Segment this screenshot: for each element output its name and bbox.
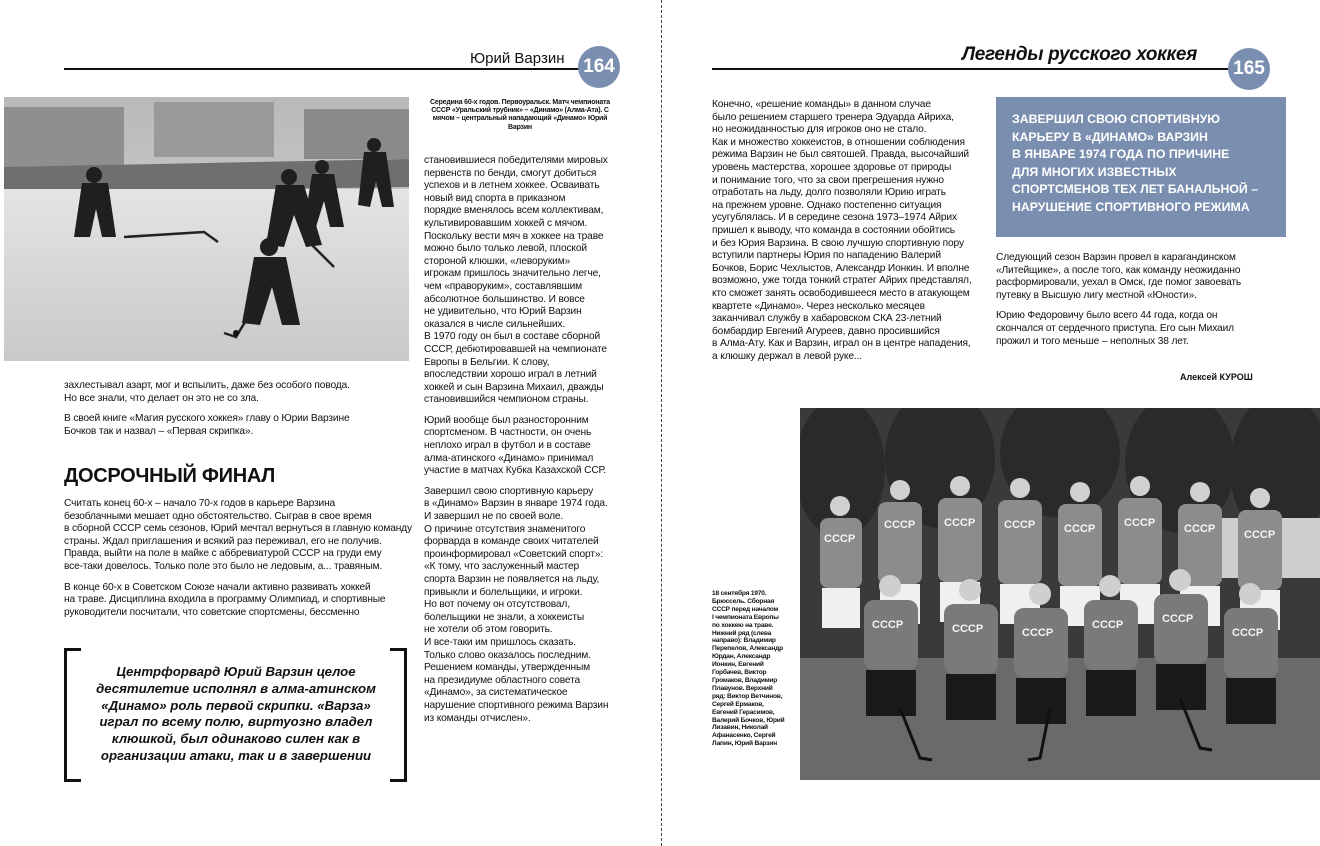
section-heading: ДОСРОЧНЫЙ ФИНАЛ	[64, 465, 275, 487]
page-number-badge-165: 165	[1228, 48, 1270, 90]
callout-text: ЗАВЕРШИЛ СВОЮ СПОРТИВНУЮ КАРЬЕРУ В «ДИНАМО» ВАРЗИН В ЯНВАРЕ 1974 ГОДА ПО ПРИЧИНЕ ДЛЯ МНОГИХ ИЗВЕСТНЫХ СПОРТСМЕНОВ ТЕХ ЛЕТ БАНАЛЬНОЙ – НАРУШЕНИЕ СПОРТИВНОГО РЕЖИМА	[1012, 112, 1258, 214]
jersey-lettering: СССР	[1092, 619, 1124, 631]
jersey-lettering: СССР	[1244, 529, 1276, 541]
callout-box	[996, 97, 1286, 237]
paragraph: захлестывал азарт, мог и вспылить, даже без особого повода. Но все знали, что делает он это не со зла.	[64, 380, 350, 404]
jersey-lettering: СССР	[1004, 519, 1036, 531]
right-header-rule	[712, 68, 1232, 70]
paragraph: Завершил свою спортивную карьеру в «Динамо» Варзин в январе 1974 года. И завершил не по своей воле. О причине отсутствия знаменитого форварда в команде своих читателей проинформировал «Советский спорт»: «К тому, что заслуженный мастер спорта Варзин не появляется на льду, привыкли и болельщики, и игроки. Но вот почему он отсутствовал, болельщики не знали, а хоккеисты не хотели об этом говорить. И все-таки им пришлось сказать. Только слово оказалось последним. Решением команды, утвержденным на президиуме областного совета «Динамо», за систематическое нарушение спортивного режима Варзин из команды отчислен».	[424, 485, 609, 724]
jersey-lettering: СССР	[824, 533, 856, 545]
paragraph: В своей книге «Магия русского хоккея» главу о Юрии Варзине Бочков так и назвал – «Первая скрипка».	[64, 413, 350, 437]
paragraph: становившиеся победителями мировых первенств по бенди, смогут добиться успехов и в летнем хоккее. Осваивать новый вид спорта в приказном порядке вменялось всем коллективам, культивировавшим хоккей с мячом. Поскольку вести мяч в хоккее на траве можно было только левой, плоской стороной клюшки, «леворуким» игрокам пришлось значительно легче, чем «праворуким», составлявшим абсолютное большинство. И вовсе не удивительно, что Юрий Варзин оказался в числе сильнейших. В 1970 году он был в составе сборной СССР, дебютировавшей на чемпионате Европы в Бельгии. К слову, впоследствии хорошо играл в летний хоккей и сын Варзина Михаил, дважды становившийся чемпионом страны.	[424, 155, 608, 406]
spread-fold-divider	[661, 0, 662, 846]
jersey-lettering: СССР	[1184, 523, 1216, 535]
left-column-1-top	[64, 380, 404, 446]
bandy-match-photo	[4, 97, 409, 361]
left-column-2	[424, 155, 624, 733]
jersey-lettering: СССР	[1162, 613, 1194, 625]
paragraph: В конце 60-х в Советском Союзе начали активно развивать хоккей на траве. Дисциплина входила в программу Олимпиад, и спортивные руководители посчитали, что советские спортсмены, бессменно	[64, 581, 386, 618]
jersey-lettering: СССР	[952, 623, 984, 635]
pull-quote: Центрфорвард Юрий Варзин целое десятилетие исполнял в алма-атинском «Динамо» роль первой скрипки. «Варза» играл по всему полю, виртуозно владел клюшкой, был одинаково силен как в организации атаки, так и в завершении	[96, 664, 376, 763]
jersey-lettering: СССР	[884, 519, 916, 531]
paragraph: Считать конец 60-х – начало 70-х годов в карьере Варзина безоблачными мешает одно обстоятельство. Сыграв в свое время в сборной СССР семь сезонов, Юрий мечтал вернуться в главную команду страны. Ждал приглашения и всякий раз переживал, его не получив. Правда, выйти на поле в майке с аббревиатурой СССР на груди ему все-таки довелось. Только поле это было не ледовым, а... травяным.	[64, 498, 412, 572]
left-header-rule	[64, 68, 586, 70]
paragraph: Юрий вообще был разносторонним спортсменом. В частности, он очень неплохо играл в футбол и в составе алма-атинского «Динамо» принимал участие в матчах Кубка Казахской ССР.	[424, 414, 606, 477]
paragraph: Юрию Федоровичу было всего 44 года, когда он скончался от сердечного приступа. Его сын Михаил прожил и того меньше – неполных 38 лет.	[996, 310, 1234, 347]
jersey-lettering: СССР	[1232, 627, 1264, 639]
paragraph: Следующий сезон Варзин провел в карагандинском «Литейщике», а после того, как команду неожиданно расформировали, уехал в Омск, где помог завоевать путевку в Высшую лигу местной «Юности».	[996, 252, 1242, 301]
team-photo	[800, 408, 1320, 780]
team-photo-graphic	[800, 408, 1320, 780]
jersey-lettering: СССР	[1064, 523, 1096, 535]
jersey-lettering: СССР	[1124, 517, 1156, 529]
bandy-photo-caption: Середина 60-х годов. Первоуральск. Матч чемпионата СССР «Уральский трубник» – «Динамо» (Алма-Ата). С мячом – центральный нападающий «Динамо» Юрий Варзин	[430, 99, 610, 131]
left-page-header-author: Юрий Варзин	[470, 50, 565, 67]
jersey-lettering: СССР	[872, 619, 904, 631]
jersey-lettering: СССР	[1022, 627, 1054, 639]
quote-bracket-left	[64, 648, 81, 782]
right-column-2	[996, 252, 1286, 356]
page-number-badge-164: 164	[578, 46, 620, 88]
team-photo-caption: 18 сентября 1970. Брюссель. Сборная СССР перед началом I чемпионата Европы по хоккею на траве. Нижний ряд (слева направо): Владимир Перепелов, Александр Юрдан, Александр Ионкин, Евгений Горбачев, Виктор Громаков, Владимир Плавунов. Верхний ряд: Виктор Ветчинов, Сергей Ермаков, Евгений Герасимов, Валерий Бочков, Юрий Лизавин, Николай Афанасенко, Сергей Лапин, Юрий Варзин	[712, 590, 785, 748]
left-column-1-bottom	[64, 498, 414, 627]
byline: Алексей КУРОШ	[1180, 372, 1253, 382]
jersey-lettering: СССР	[944, 517, 976, 529]
quote-bracket-right	[390, 648, 407, 782]
right-column-1	[712, 99, 987, 371]
bandy-match-photo-graphic	[4, 97, 409, 361]
paragraph: Конечно, «решение команды» в данном случае было решением старшего тренера Эдуарда Айриха, но неожиданностью для игроков оно не стало. Как и множество хоккеистов, в отношении соблюдения режима Варзин не был святошей. Правда, высочайший уровень мастерства, хорошее здоровье от природы и понимание того, что за свои прегрешения нужно отработать на льду, долго позволяли Юрию играть на прежнем уровне. Однако постепенно ситуация усугублялась. И в середине сезона 1973–1974 Айрих пришел к выводу, что команда в состоянии обойтись и без Юрия Варзина. В свою лучшую спортивную пору вступили партнеры Юрия по нападению Валерий Бочков, Борис Чехлыстов, Александр Ионкин. И вполне возможно, уже тогда тонкий стратег Айрих представлял, кто сможет занять освободившееся место в атакующем квартете «Динамо». Через несколько месяцев заканчивал службу в хабаровском СКА 23-летний бомбардир Евгений Агуреев, давно просившийся в Алма-Ату. Как и Варзин, играл он в центре нападения, а клюшку держал в левой руке...	[712, 99, 972, 362]
right-page-header-title: Легенды русского хоккея	[962, 44, 1197, 65]
